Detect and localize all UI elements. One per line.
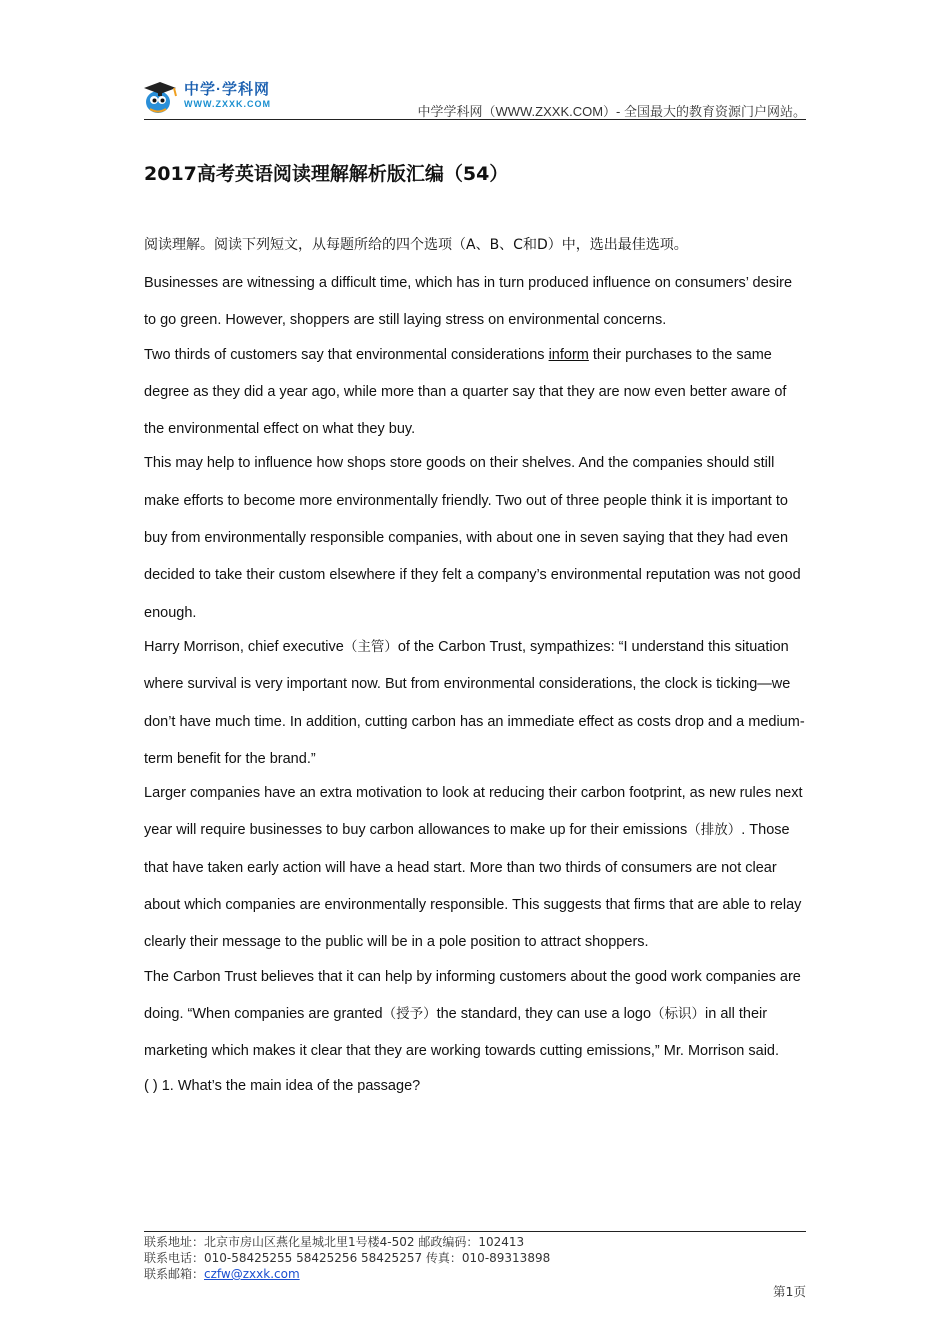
paragraph-6 — [144, 959, 808, 1071]
instructions: 阅读理解。阅读下列短文，从每题所给的四个选项（A、B、C和D）中，选出最佳选项。 — [144, 237, 688, 253]
paragraph-4-text-b: of the Carbon Trust, sympathizes: “I understand this situation where survival is very important now. But from environmental considerations, the clock is ticking—we don’t have much time. In addition, cutting carbon has an immediate effect as costs drop and a medium-term benefit for the brand.” — [144, 638, 805, 767]
header-tagline: 中学学科网（WWW.ZXXK.COM）- 全国最大的教育资源门户网站。 — [417, 104, 806, 119]
paragraph-1: Businesses are witnessing a difficult time, which has in turn produced influence on consumers’ desire to go green. However, shoppers are still laying stress on environmental concerns. — [144, 275, 793, 329]
page-title: 2017高考英语阅读理解解析版汇编（54） — [144, 163, 509, 185]
footer-email-link[interactable]: czfw@zxxk.com — [204, 1267, 300, 1281]
article-body — [144, 228, 808, 1105]
site-logo[interactable] — [138, 76, 288, 116]
paragraph-6-text-a: The Carbon Trust believes that it can help by informing customers about the good work companies are doing. “When companies are granted — [144, 968, 801, 1022]
mascot-icon — [138, 76, 182, 116]
paragraph-6-text-c: in all their marketing which makes it clear that they are working towards cutting emissions,” Mr. Morrison said. — [144, 1005, 780, 1060]
gloss-logo: （标识） — [651, 1005, 706, 1022]
footer-contact — [144, 1234, 550, 1282]
paragraph-5-text-a: Larger companies have an extra motivation to look at reducing their carbon footprint, as new rules next year will require businesses to buy carbon allowances to make up for their emissions — [144, 785, 803, 839]
paragraph-2 — [144, 337, 808, 449]
footer-address: 联系地址：北京市房山区燕化星城北里1号楼4-502 邮政编码：102413 — [144, 1235, 525, 1249]
question-1: ( ) 1. What’s the main idea of the passage? — [144, 1077, 421, 1094]
footer-phone: 联系电话：010-58425255 58425256 58425257 传真：010-89313898 — [144, 1251, 551, 1265]
footer-divider — [144, 1231, 806, 1232]
footer-email-line — [144, 1266, 550, 1282]
paragraph-2-text-b: their purchases to the same degree as they did a year ago, while more than a quarter say that they are now even better aware of the environmental effect on what they buy. — [144, 346, 787, 438]
gloss-chief-executive: （主管） — [343, 638, 398, 655]
logo-chinese-text: 中学·学科网 — [184, 81, 270, 98]
paragraph-5-text-b: . Those that have taken early action will have a head start. More than two thirds of consumers are not clear about which companies are environmentally responsible. This suggests that firms that are able to relay clearly their message to the public will be in a pole position to attract shoppers. — [144, 822, 802, 951]
underlined-word: inform — [548, 346, 589, 363]
logo-url-text: WWW.ZXXK.COM — [184, 99, 271, 109]
paragraph-5 — [144, 775, 808, 961]
header-divider — [144, 119, 806, 120]
page-number: 第1页 — [773, 1284, 806, 1299]
gloss-granted: （授予） — [382, 1005, 437, 1022]
paragraph-4-text-a: Harry Morrison, chief executive — [144, 638, 344, 655]
paragraph-6-text-b: the standard, they can use a logo — [436, 1005, 652, 1022]
paragraph-4 — [144, 629, 808, 778]
footer-email-label: 联系邮箱： — [144, 1267, 205, 1281]
paragraph-3: This may help to influence how shops store goods on their shelves. And the companies should still make efforts to become more environmentally friendly. Two out of three people think it is important to buy from environmentally responsible companies, with about one in seven saying that they had even decided to take their custom elsewhere if they felt a company’s environmental reputation was not good enough. — [144, 455, 801, 621]
paragraph-2-text-a: Two thirds of customers say that environmental considerations — [144, 346, 549, 363]
gloss-emissions: （排放） — [687, 822, 742, 839]
